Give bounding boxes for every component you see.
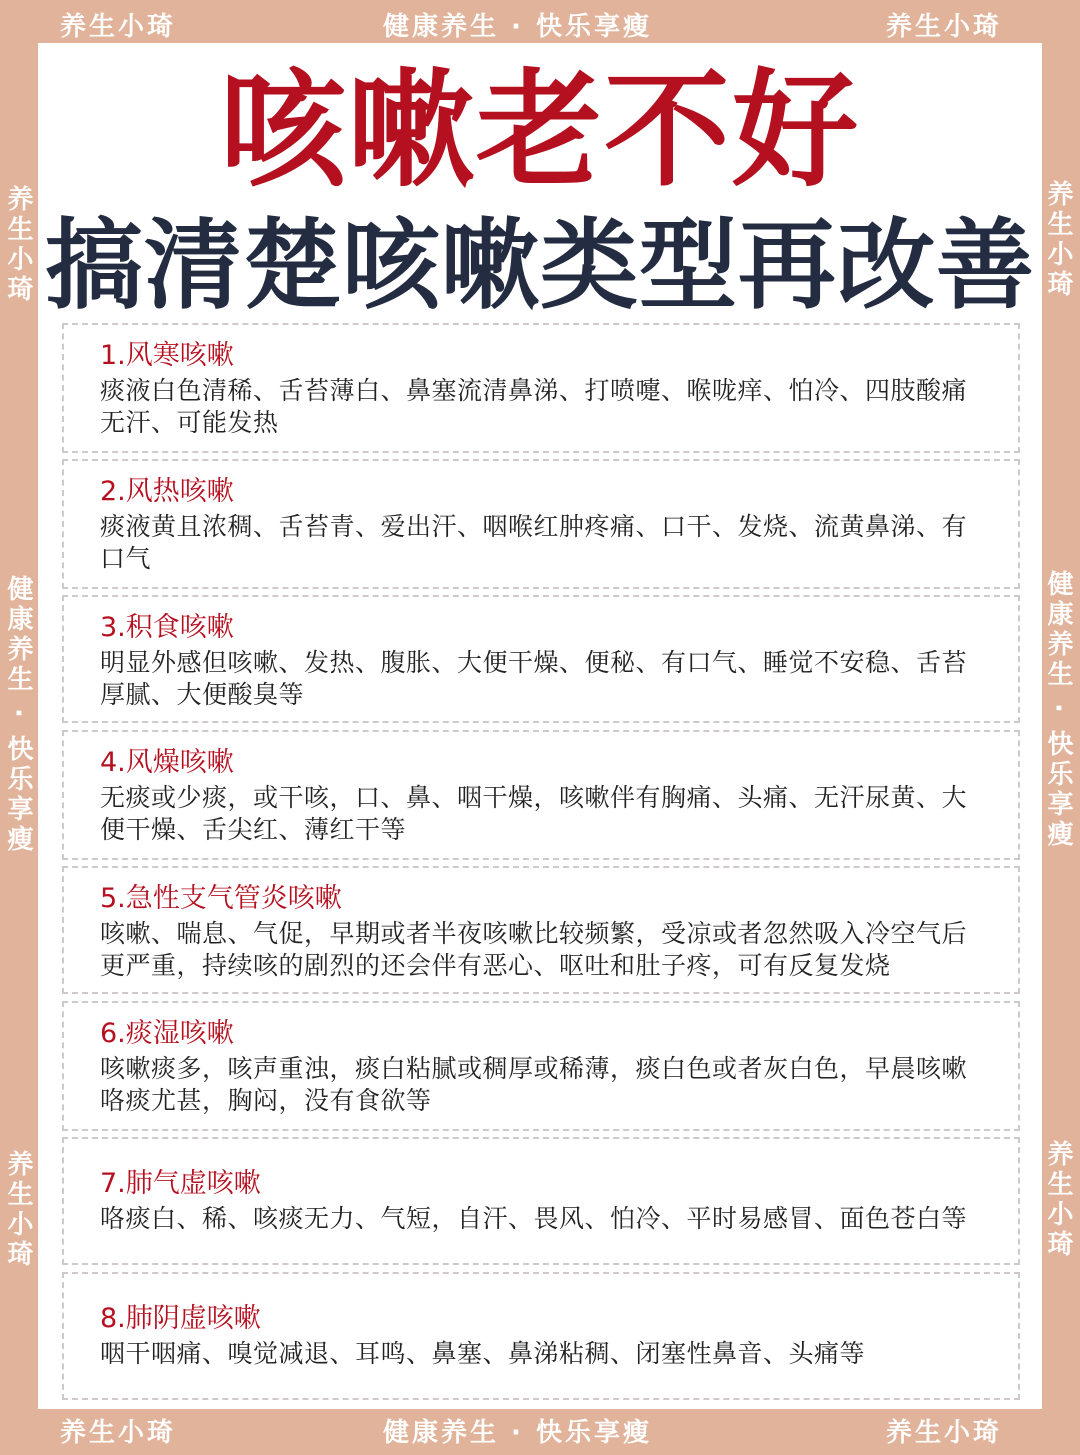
cough-type-item: [62, 323, 1020, 453]
cough-type-heading: 3.积食咳嗽: [100, 612, 234, 643]
cough-type-item: [62, 730, 1020, 860]
cough-type-heading: 7.肺气虚咳嗽: [100, 1168, 261, 1199]
cough-type-heading: 5.急性支气管炎咳嗽: [100, 883, 342, 914]
watermark-slogan-bottom: 健康养生 · 快乐享瘦: [383, 1418, 652, 1448]
cough-type-symptoms: 咽干咽痛、嗅觉减退、耳鸣、鼻塞、鼻涕粘稠、闭塞性鼻音、头痛等: [100, 1339, 866, 1368]
cough-type-item: [62, 866, 1020, 994]
cough-type-symptoms: 痰液黄且浓稠、舌苔青、爱出汗、咽喉红肿疼痛、口干、发烧、流黄鼻涕、有口气: [100, 512, 968, 573]
content-card: [38, 43, 1042, 1409]
cough-type-heading: 2.风热咳嗽: [100, 476, 234, 507]
watermark-brand-right-top: 养生小琦: [1043, 180, 1073, 300]
page-subtitle: 搞清楚咳嗽类型再改善: [44, 209, 1035, 323]
cough-type-item: [62, 1001, 1020, 1131]
cough-type-symptoms: 咯痰白、稀、咳痰无力、气短，自汗、畏风、怕冷、平时易感冒、面色苍白等: [100, 1204, 968, 1233]
watermark-brand-bottom-right: 养生小琦: [886, 1418, 1003, 1448]
cough-type-symptoms: 痰液白色清稀、舌苔薄白、鼻塞流清鼻涕、打喷嚏、喉咙痒、怕冷、四肢酸痛无汗、可能发热: [100, 376, 968, 437]
watermark-brand-top-right: 养生小琦: [886, 12, 1003, 42]
watermark-brand-left-bottom: 养生小琦: [3, 1150, 33, 1270]
watermark-brand-top-left: 养生小琦: [60, 12, 177, 42]
cough-type-symptoms: 无痰或少痰，或干咳，口、鼻、咽干燥，咳嗽伴有胸痛、头痛、无汗尿黄、大便干燥、舌尖红、薄红干等: [100, 783, 968, 844]
watermark-brand-left-top: 养生小琦: [3, 185, 33, 305]
cough-type-symptoms: 咳嗽痰多，咳声重浊，痰白粘腻或稠厚或稀薄，痰白色或者灰白色，早晨咳嗽咯痰尤甚，胸闷，没有食欲等: [100, 1054, 968, 1115]
cough-type-item: [62, 595, 1020, 723]
watermark-brand-bottom-left: 养生小琦: [60, 1418, 177, 1448]
cough-type-item: [62, 459, 1020, 589]
cough-type-item: [62, 1137, 1020, 1265]
watermark-brand-right-bottom: 养生小琦: [1043, 1140, 1073, 1260]
cough-type-heading: 4.风燥咳嗽: [100, 747, 234, 778]
cough-type-symptoms: 咳嗽、喘息、气促，早期或者半夜咳嗽比较频繁，受凉或者忽然吸入冷空气后更严重，持续咳的剧烈的还会伴有恶心、呕吐和肚子疼，可有反复发烧: [100, 919, 968, 980]
cough-type-heading: 1.风寒咳嗽: [100, 340, 234, 371]
cough-type-symptoms: 明显外感但咳嗽、发热、腹胀、大便干燥、便秘、有口气、睡觉不安稳、舌苔厚腻、大便酸臭等: [100, 648, 968, 709]
watermark-slogan-top: 健康养生 · 快乐享瘦: [383, 12, 652, 42]
page-title: 咳嗽老不好: [220, 57, 860, 204]
watermark-slogan-right: 健康养生 · 快乐享瘦: [1043, 570, 1073, 850]
watermark-slogan-left: 健康养生 · 快乐享瘦: [3, 575, 33, 855]
cough-type-heading: 6.痰湿咳嗽: [100, 1018, 234, 1049]
cough-type-heading: 8.肺阴虚咳嗽: [100, 1303, 261, 1334]
cough-type-item: [62, 1272, 1020, 1400]
